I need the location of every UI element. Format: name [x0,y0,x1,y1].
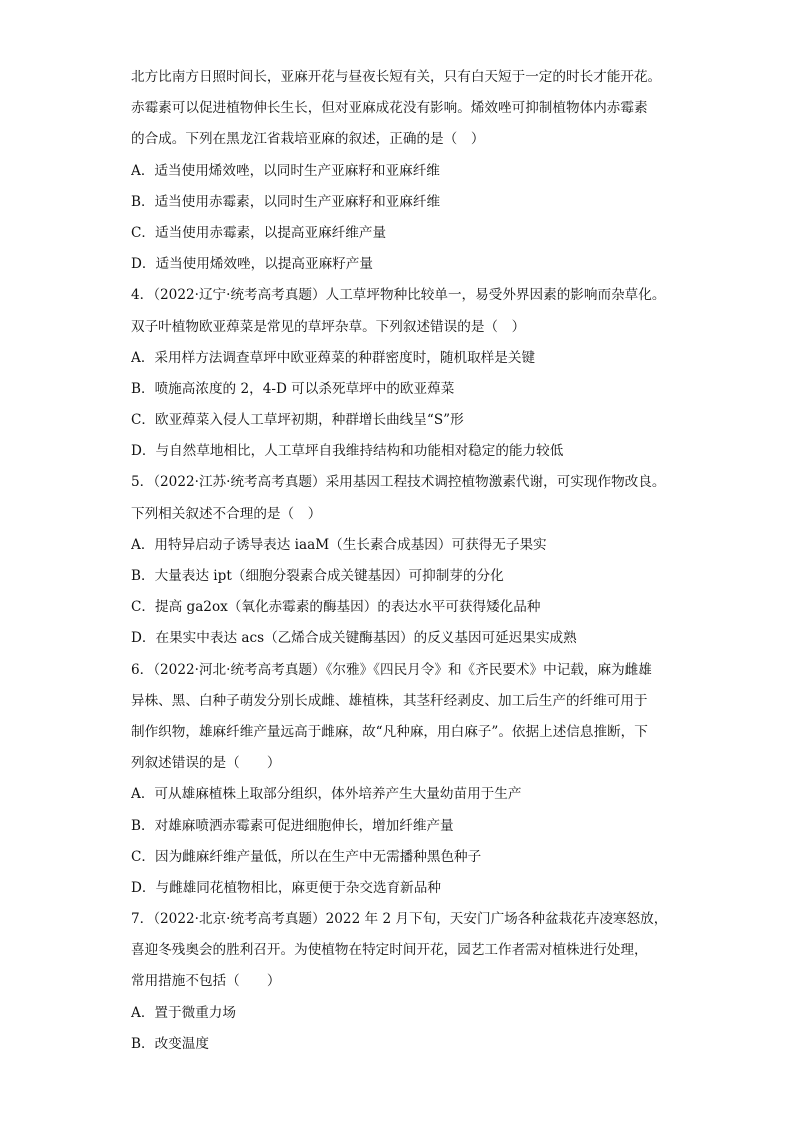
question-stem-line: 常用措施不包括（ ） [131,973,281,990]
question-stem-line: 6．（2022·河北·统考高考真题）《尔雅》《四民月令》和《齐民要术》中记载，麻为雌雄 [131,661,652,678]
question-5 [131,467,671,654]
question-stem-line: 列叙述错误的是（ ） [131,755,281,772]
option-b: B．对雄麻喷洒赤霉素可促进细胞伸长，增加纤维产量 [131,817,454,834]
option-b: B．改变温度 [131,1035,209,1052]
question-stem-line: 7．（2022·北京·统考高考真题）2022 年 2 月下旬，天安门广场各种盆栽花卉凌寒怒放， [131,911,668,928]
page-content [131,62,671,1060]
option-a: A．可从雄麻植株上取部分组织，体外培养产生大量幼苗用于生产 [131,786,522,803]
option-c: C．提高 ga2ox（氧化赤霉素的酶基因）的表达水平可获得矮化品种 [131,599,541,616]
option-a: A．用特异启动子诱导表达 iaaM（生长素合成基因）可获得无子果实 [131,536,547,553]
question-stem-line: 双子叶植物欧亚蔊菜是常见的草坪杂草。下列叙述错误的是（ ） [131,318,526,335]
question-stem-line: 的合成。下列在黑龙江省栽培亚麻的叙述，正确的是（ ） [131,131,485,148]
question-stem-line: 制作织物，雄麻纤维产量远高于雌麻，故“凡种麻，用白麻子”。依据上述信息推断，下 [131,723,648,740]
question-stem-line: 5．（2022·江苏·统考高考真题）采用基因工程技术调控植物激素代谢，可实现作物改良。 [131,474,666,491]
option-c: C．因为雌麻纤维产量低，所以在生产中无需播种黑色种子 [131,848,482,865]
option-b: B．喷施高浓度的 2，4-D 可以杀死草坪中的欧亚蔊菜 [131,380,455,397]
option-d: D．与自然草地相比，人工草坪自我维持结构和功能相对稳定的能力较低 [131,443,564,460]
option-d: D．与雌雄同花植物相比，麻更便于杂交选育新品种 [131,879,441,896]
option-d: D．在果实中表达 acs（乙烯合成关键酶基因）的反义基因可延迟果实成熟 [131,630,577,647]
option-c: C．适当使用赤霉素，以提高亚麻纤维产量 [131,224,387,241]
question-4 [131,280,671,467]
question-3 [131,62,671,280]
question-stem-line: 赤霉素可以促进植物伸长生长，但对亚麻成花没有影响。烯效唑可抑制植物体内赤霉素 [131,100,648,117]
option-d: D．适当使用烯效唑，以提高亚麻籽产量 [131,256,373,273]
question-stem-line: 北方比南方日照时间长，亚麻开花与昼夜长短有关，只有白天短于一定的时长才能开花。 [131,69,662,85]
question-stem-line: 下列相关叙述不合理的是（ ） [131,505,322,522]
option-b: B．适当使用赤霉素，以同时生产亚麻籽和亚麻纤维 [131,193,441,210]
question-stem-line: 喜迎冬残奥会的胜利召开。为使植物在特定时间开花，园艺工作者需对植株进行处理， [131,942,648,959]
option-b: B．大量表达 ipt（细胞分裂素合成关键基因）可抑制芽的分化 [131,568,504,584]
question-6 [131,655,671,905]
option-a: A．置于微重力场 [131,1004,236,1021]
option-a: A．适当使用烯效唑，以同时生产亚麻籽和亚麻纤维 [131,162,440,179]
option-a: A．采用样方法调查草坪中欧亚蔊菜的种群密度时，随机取样是关键 [131,349,536,366]
option-c: C．欧亚蔊菜入侵人工草坪初期，种群增长曲线呈“S”形 [131,412,464,429]
question-stem-line: 4．（2022·辽宁·统考高考真题）人工草坪物种比较单一，易受外界因素的影响而杂草化。 [131,287,666,304]
question-stem-line: 异株、黑、白种子萌发分别长成雌、雄植株，其茎秆经剥皮、加工后生产的纤维可用于 [131,692,648,709]
question-7 [131,904,671,1060]
